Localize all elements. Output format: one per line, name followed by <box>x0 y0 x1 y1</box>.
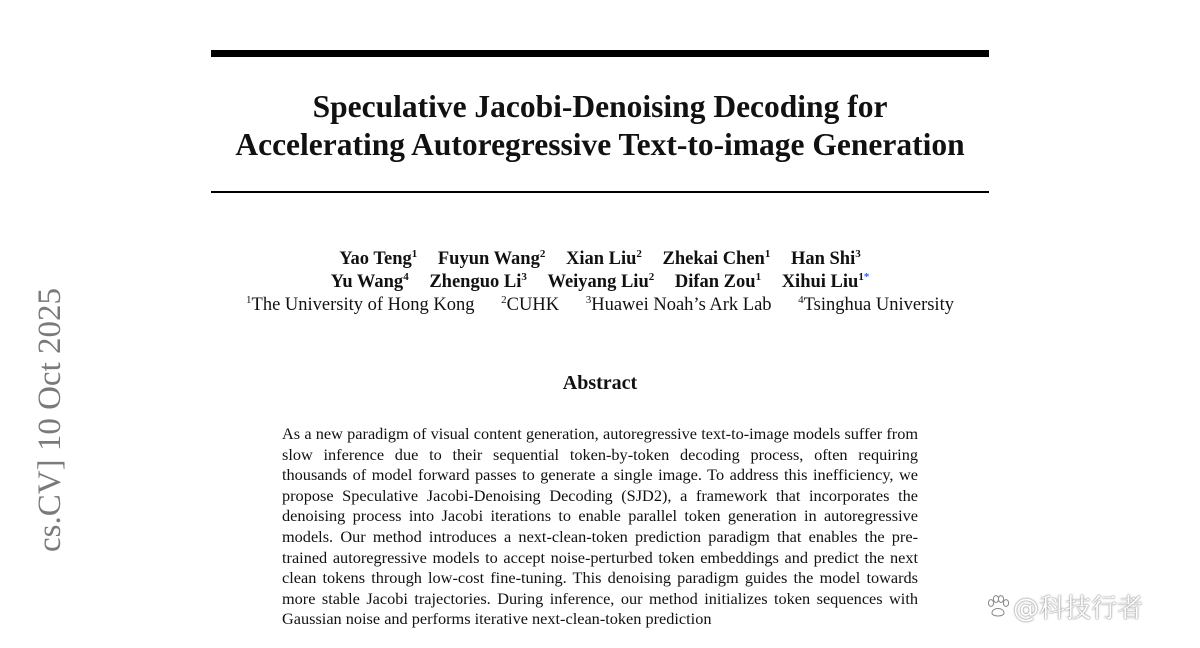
author: Difan Zou$^1$ <box>674 271 762 292</box>
author: Yu Wang$^4$ <box>330 271 409 292</box>
affiliation: $^1$The University of Hong Kong <box>246 294 475 315</box>
author: Weiyang Liu$^2$ <box>547 271 655 292</box>
paw-icon <box>985 593 1011 619</box>
author: Xian Liu$^2$ <box>565 248 642 269</box>
watermark <box>985 588 1143 624</box>
affiliation: $^3$Huawei Noah’s Ark Lab <box>585 294 772 315</box>
author-block <box>150 248 1050 317</box>
arxiv-side-stamp: cs.CV] 10 Oct 2025 <box>32 288 68 552</box>
author: Zhenguo Li$^3$ <box>429 271 527 292</box>
author-corresponding: Xihui Liu$^{1*}$ <box>781 271 870 292</box>
corresponding-mark[interactable]: * <box>863 271 870 283</box>
author: Zhekai Chen$^1$ <box>662 248 771 269</box>
top-rule <box>211 50 989 57</box>
watermark-text: @科技行者 <box>1013 593 1144 624</box>
author-row-2 <box>150 271 1050 294</box>
author-row-1 <box>150 248 1050 271</box>
paper-title <box>150 88 1050 164</box>
author: Yao Teng$^1$ <box>339 248 418 269</box>
title-rule <box>211 191 989 193</box>
title-line-1: Speculative Jacobi-Denoising Decoding for <box>312 89 888 124</box>
affiliation: $^4$Tsinghua University <box>798 294 954 315</box>
author: Fuyun Wang$^2$ <box>437 248 546 269</box>
abstract-heading: Abstract <box>562 372 638 394</box>
affiliation: $^2$CUHK <box>501 294 560 315</box>
author: Han Shi$^3$ <box>790 248 861 269</box>
affiliation-row <box>150 294 1050 317</box>
abstract-text: As a new paradigm of visual content generation, autoregressive text-to-image models suffer from slow inference due to their sequential token-by-token decoding process, often requiring thousands of model forward passes to generate a single image. To address this inefficiency, we propose Speculative Jacobi-Denoising Decoding (SJD2), a framework that incorporates the denoising process into Jacobi iterations to enable parallel token generation in autoregressive models. Our method introduces a next-clean-token prediction paradigm that enables the pre-trained autoregressive models to accept noise-perturbed token embeddings and predict the next clean tokens through low-cost fine-tuning. This denoising paradigm guides the model towards more stable Jacobi trajectories. During inference, our method initializes token sequences with Gaussian noise and performs iterative next-clean-token prediction <box>282 424 918 629</box>
title-line-2: Accelerating Autoregressive Text-to-image Generation <box>235 127 965 162</box>
